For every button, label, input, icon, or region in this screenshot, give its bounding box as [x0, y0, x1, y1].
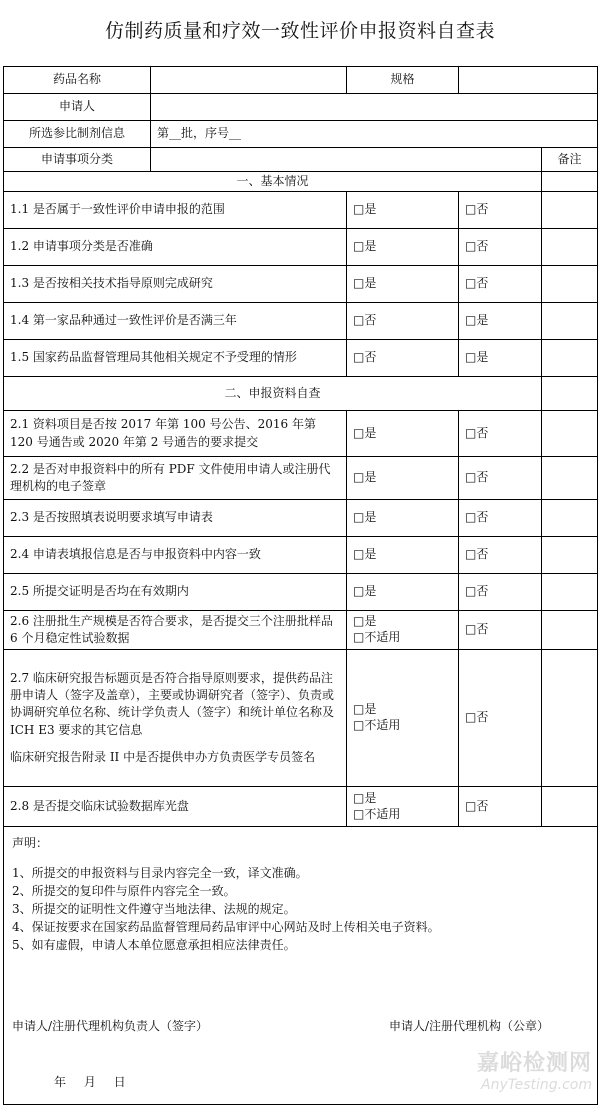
option-a[interactable]: □是 [353, 790, 377, 805]
option-na[interactable]: □不适用 [353, 630, 401, 644]
option-na[interactable]: □不适用 [353, 718, 401, 732]
option-a[interactable]: □是 [347, 500, 459, 537]
table-row [4, 340, 598, 377]
reference-value[interactable]: 第__批，序号__ [151, 121, 598, 148]
remark-cell [542, 377, 598, 411]
table-row [4, 537, 598, 574]
question-text: 2.2 是否对申报资料中的所有 PDF 文件使用申请人或注册代理机构的电子签章 [4, 457, 347, 500]
option-a[interactable]: □是 [353, 702, 377, 717]
table-row [4, 411, 598, 457]
reference-row [4, 121, 598, 148]
declaration-list [12, 864, 589, 954]
question-text: 1.2 申请事项分类是否准确 [4, 229, 347, 266]
drug-name-row [4, 67, 598, 94]
option-b[interactable]: □是 [459, 340, 542, 377]
spec-label: 规格 [347, 67, 459, 94]
remark-cell [542, 229, 598, 266]
option-a[interactable]: □否 [347, 303, 459, 340]
remark-cell [542, 411, 598, 457]
reference-label: 所选参比制剂信息 [4, 121, 151, 148]
remark-label: 备注 [542, 148, 598, 172]
table-row [4, 500, 598, 537]
table-row [4, 574, 598, 611]
drug-name-field[interactable] [151, 67, 347, 94]
remark-cell [542, 192, 598, 229]
question-text: 2.6 注册批生产规模是否符合要求，是否提交三个注册批样品 6 个月稳定性试验数据 [4, 611, 347, 650]
question-text: 1.5 国家药品监督管理局其他相关规定不予受理的情形 [4, 340, 347, 377]
remark-cell [542, 574, 598, 611]
question-text: 1.3 是否按相关技术指导原则完成研究 [4, 266, 347, 303]
remark-cell [542, 650, 598, 787]
signature-row [12, 1018, 589, 1035]
watermark-en: AnyTesting.com [481, 1077, 592, 1093]
option-a[interactable]: □是 [347, 192, 459, 229]
option-group [347, 650, 459, 787]
question-text: 2.1 资料项目是否按 2017 年第 100 号公告、2016 年第 120 号通告或 2020 年第 2 号通告的要求提交 [4, 411, 347, 457]
self-check-table [3, 66, 598, 1105]
question-cell [4, 650, 347, 787]
signature-left[interactable]: 申请人/注册代理机构负责人（签字） [12, 1019, 209, 1034]
watermark-cn: 嘉峪检测网 [476, 1051, 592, 1076]
drug-name-label: 药品名称 [4, 67, 151, 94]
option-b[interactable]: □否 [459, 500, 542, 537]
option-a[interactable]: □否 [347, 340, 459, 377]
question-text: 2.7 临床研究报告标题页是否符合指导原则要求，提供药品注册申请人（签字及盖章），主要或协调研究者（签字）、负责或协调研究单位名称、统计学负责人（签字）和统计单位名称及 ICH E3 要求的其它信息 [10, 670, 335, 737]
option-a[interactable]: □是 [353, 614, 377, 629]
question-text: 2.4 申请表填报信息是否与申报资料中内容一致 [4, 537, 347, 574]
category-row [4, 148, 598, 172]
option-na[interactable]: □不适用 [353, 806, 401, 821]
option-b[interactable]: □否 [459, 411, 542, 457]
question-text: 1.1 是否属于一致性评价申请申报的范围 [4, 192, 347, 229]
remark-cell [542, 172, 598, 192]
table-row [4, 650, 598, 787]
date-line[interactable]: 年 月 日 [54, 1074, 126, 1089]
section2-title: 二、申报资料自查 [4, 377, 542, 411]
applicant-field[interactable] [151, 94, 598, 121]
question-text: 2.8 是否提交临床试验数据库光盘 [4, 787, 347, 827]
table-row [4, 229, 598, 266]
question-text-secondary: 临床研究报告附录 II 中是否提供申办方负责医学专员签名 [10, 750, 316, 765]
option-a[interactable]: □是 [347, 574, 459, 611]
option-b[interactable]: □否 [459, 229, 542, 266]
option-group [347, 787, 459, 827]
section1-title: 一、基本情况 [4, 172, 542, 192]
list-item: 4、保证按要求在国家药品监督管理局药品审评中心网站及时上传相关电子资料。 [12, 920, 440, 935]
option-b[interactable]: □否 [459, 266, 542, 303]
applicant-row [4, 94, 598, 121]
option-b[interactable]: □否 [459, 457, 542, 500]
question-text: 1.4 第一家品种通过一致性评价是否满三年 [4, 303, 347, 340]
table-row [4, 266, 598, 303]
remark-cell [542, 500, 598, 537]
table-row [4, 457, 598, 500]
option-a[interactable]: □是 [347, 411, 459, 457]
option-b[interactable]: □否 [459, 574, 542, 611]
watermark [477, 1046, 592, 1093]
option-b[interactable]: □否 [459, 537, 542, 574]
option-a[interactable]: □是 [347, 266, 459, 303]
form-title: 仿制药质量和疗效一致性评价申报资料自查表 [104, 20, 495, 42]
declaration-title: 声明： [12, 836, 49, 850]
section-heading [4, 377, 598, 411]
option-a[interactable]: □是 [347, 537, 459, 574]
remark-cell [542, 457, 598, 500]
remark-cell [542, 266, 598, 303]
list-item: 5、如有虚假，申请人本单位愿意承担相应法律责任。 [12, 938, 296, 953]
question-text: 2.3 是否按照填表说明要求填写申请表 [4, 500, 347, 537]
list-item: 3、所提交的证明性文件遵守当地法律、法规的规定。 [12, 902, 296, 917]
remark-cell [542, 787, 598, 827]
table-row [4, 787, 598, 827]
list-item: 2、所提交的复印件与原件内容完全一致。 [12, 884, 236, 899]
table-row [4, 192, 598, 229]
section-heading [4, 172, 598, 192]
table-row [4, 303, 598, 340]
remark-cell [542, 303, 598, 340]
applicant-label: 申请人 [4, 94, 151, 121]
option-a[interactable]: □是 [347, 229, 459, 266]
remark-cell [542, 340, 598, 377]
table-row [4, 611, 598, 650]
remark-cell [542, 537, 598, 574]
category-field[interactable] [151, 148, 542, 172]
option-b[interactable]: □是 [459, 303, 542, 340]
option-b[interactable]: □否 [459, 650, 542, 787]
option-b[interactable]: □否 [459, 192, 542, 229]
option-group [347, 611, 459, 650]
signature-right[interactable]: 申请人/注册代理机构（公章） [388, 1019, 549, 1034]
spec-field[interactable] [459, 67, 598, 94]
option-a[interactable]: □是 [347, 457, 459, 500]
option-b[interactable]: □否 [459, 611, 542, 650]
category-label: 申请事项分类 [4, 148, 151, 172]
question-text: 2.5 所提交证明是否均在有效期内 [4, 574, 347, 611]
list-item: 1、所提交的申报资料与目录内容完全一致，译文准确。 [12, 866, 308, 881]
remark-cell [542, 611, 598, 650]
option-b[interactable]: □否 [459, 787, 542, 827]
